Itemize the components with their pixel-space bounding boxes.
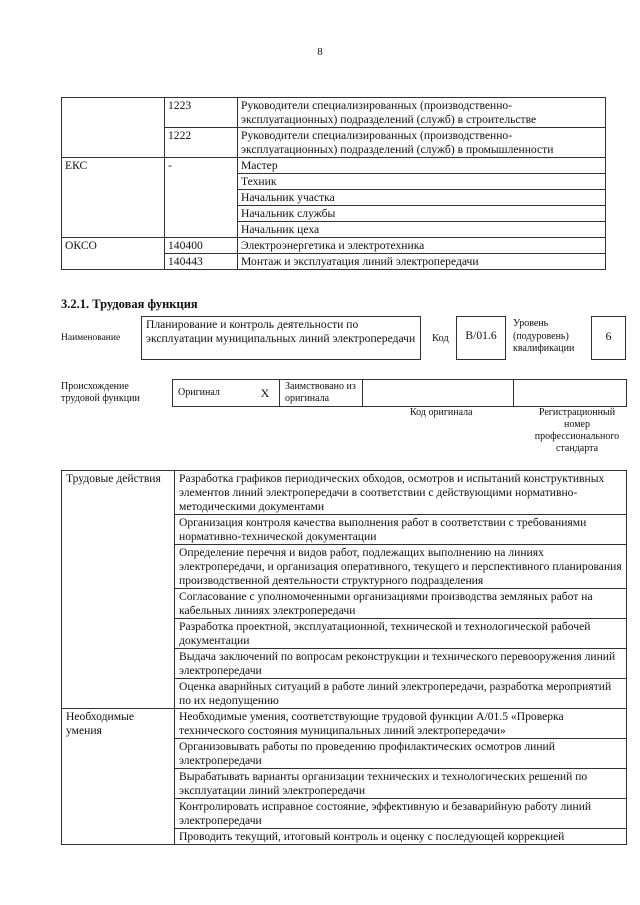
list-item: Контролировать исправное состояние, эффективную и безаварийную работу линий электропередачи — [175, 799, 627, 829]
system-cell: ОКСО — [62, 238, 165, 270]
original-mark: X — [251, 380, 280, 407]
name-label: Наименование — [61, 333, 121, 343]
name-cell: Монтаж и эксплуатация линий электропередачи — [238, 254, 606, 270]
code-cell: 140443 — [165, 254, 238, 270]
table-row — [173, 380, 627, 407]
name-cell: Руководители специализированных (производственно-эксплуатационных) подразделений (служб) в строительстве — [238, 98, 606, 128]
original-code-cell — [363, 380, 514, 407]
table-row — [62, 709, 627, 739]
code-cell: - — [165, 158, 238, 238]
registration-number-cell — [514, 380, 627, 407]
table-row — [62, 158, 606, 174]
code-caption: Код оригинала — [410, 407, 473, 418]
name-cell: Электроэнергетика и электротехника — [238, 238, 606, 254]
list-item: Проводить текущий, итоговый контроль и оценку с последующей коррекцией — [175, 829, 627, 845]
origin-label: Происхождение трудовой функции — [61, 381, 140, 404]
list-item: Определение перечня и видов работ, подлежащих выполнению на линиях электропередачи, и организация оперативного, текущего и перспективного планирования производственной деятельности структурного подразделения — [175, 545, 627, 589]
code-cell: 1222 — [165, 128, 238, 158]
system-cell — [62, 98, 165, 158]
labor-actions-header: Трудовые действия — [62, 471, 175, 709]
list-item: Необходимые умения, соответствующие трудовой функции А/01.5 «Проверка технического состояния муниципальных линий электропередачи» — [175, 709, 627, 739]
name-cell: Мастер — [238, 158, 606, 174]
name-cell: Начальник участка — [238, 190, 606, 206]
name-cell: Начальник цеха — [238, 222, 606, 238]
code-cell: 140400 — [165, 238, 238, 254]
original-cell: Оригинал — [173, 380, 252, 407]
function-code: B/01.6 — [456, 316, 506, 360]
list-item: Разработка проектной, эксплуатационной, технической и технологической рабочей документации — [175, 619, 627, 649]
name-cell: Начальник службы — [238, 206, 606, 222]
list-item: Вырабатывать варианты организации технических и технологических решений по эксплуатации линий электропередачи — [175, 769, 627, 799]
list-item: Организовывать работы по проведению профилактических осмотров линий электропередачи — [175, 739, 627, 769]
section-title: 3.2.1. Трудовая функция — [61, 297, 198, 311]
borrowed-cell: Заимствовано из оригинала — [280, 380, 363, 407]
function-details-table — [61, 470, 627, 845]
table-row — [62, 471, 627, 515]
table-row — [62, 238, 606, 254]
name-cell: Руководители специализированных (производственно-эксплуатационных) подразделений (служб) в промышленности — [238, 128, 606, 158]
origin-table — [172, 379, 627, 407]
list-item: Организация контроля качества выполнения работ в соответствии с требованиями нормативно-технической документации — [175, 515, 627, 545]
list-item: Разработка графиков периодических обходов, осмотров и испытаний конструктивных элементов линий электропередачи в соответствии с действующими нормативно-методическими документами — [175, 471, 627, 515]
name-cell: Техник — [238, 174, 606, 190]
system-cell: ЕКС — [62, 158, 165, 238]
qualification-level: 6 — [591, 316, 626, 360]
skills-header: Необходимые умения — [62, 709, 175, 845]
list-item: Выдача заключений по вопросам реконструкции и технического перевооружения линий электропередачи — [175, 649, 627, 679]
registration-caption: Регистрационный номер профессионального стандарта — [534, 407, 620, 454]
function-name: Планирование и контроль деятельности по эксплуатации муниципальных линий электропередачи — [141, 316, 421, 360]
list-item: Оценка аварийных ситуаций в работе линий электропередачи, разработка мероприятий по их недопущению — [175, 679, 627, 709]
page-number: 8 — [317, 46, 323, 58]
list-item: Согласование с уполномоченными организациями производства земляных работ на кабельных линиях электропередачи — [175, 589, 627, 619]
table-row — [62, 98, 606, 128]
code-cell: 1223 — [165, 98, 238, 128]
classification-table — [61, 97, 606, 270]
code-label: Код — [432, 333, 449, 344]
level-label: Уровень (подуровень) квалификации — [513, 318, 575, 354]
